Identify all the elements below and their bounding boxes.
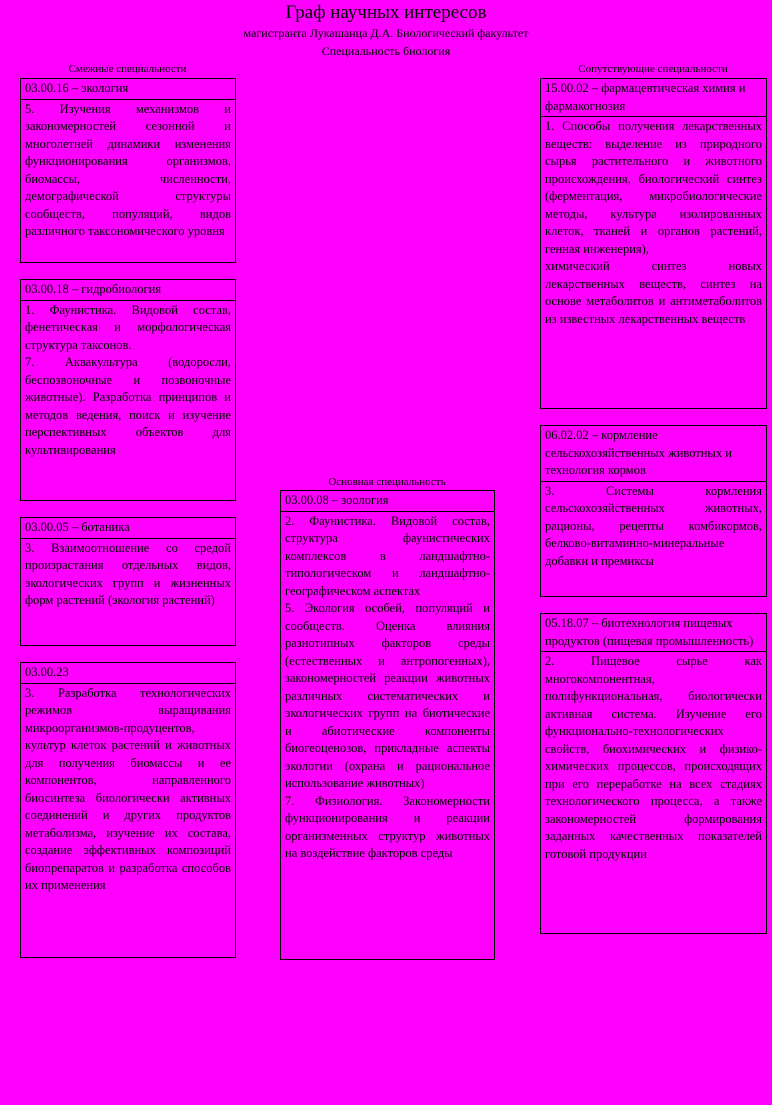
specialty-text: 3. Разработка технологических режимов выращивания микроорганизмов-продуцентов, культур клеток растений и животных для получения биомассы и ее компонентов, направленного биосинтеза биологически активных соединений и других продуктов метаболизма, изучение их состава, создание эффективных композиций биопрепаратов и разработка способов их применения	[25, 685, 231, 892]
group-label-main: Основная специальность	[328, 476, 446, 488]
specialty-box-botany	[20, 517, 236, 646]
specialty-box-pharma	[540, 78, 767, 409]
specialty-label: Специальность биология	[321, 44, 451, 58]
specialty-text: 3. Системы кормления сельскохозяйственных животных, рационы, рецепты комбикормов, белково-витаминно-минеральные добавки и премиксы	[545, 483, 762, 568]
specialty-box-hydrobiology	[20, 279, 236, 501]
specialty-text: 3. Взаимоотношение со средой произрастания отдельных видов, экологических групп и жизненных форм растений (экология растений)	[25, 540, 231, 607]
specialty-box-zoology	[280, 490, 495, 960]
specialty-code: 05.18.07 – биотехнология пищевых продуктов (пищевая промышленность)	[541, 614, 766, 652]
specialty-box-foodtech	[540, 613, 767, 934]
specialty-code: 03.00.18 – гидробиология	[21, 280, 235, 301]
group-label-accompanying: Сопутствующие специальности	[578, 63, 728, 75]
specialty-box-ecology	[20, 78, 236, 263]
specialty-code: 06.02.02 – кормление сельскохозяйственных животных и технология кормов	[541, 426, 766, 482]
page-title: Граф научных интересов	[285, 2, 487, 23]
specialty-code: 03.00.08 – зоология	[281, 491, 494, 512]
specialty-code: 03.00.05 – ботаника	[21, 518, 235, 539]
group-label-related: Смежные специальности	[68, 63, 187, 75]
specialty-box-biotech	[20, 662, 236, 958]
specialty-code: 15.00.02 – фармацевтическая химия и фармакогнозия	[541, 79, 766, 117]
specialty-box-feeding	[540, 425, 767, 597]
specialty-code: 03.00.16 – экология	[21, 79, 235, 100]
page-subtitle: магистранта Лукашанца Д.А. Биологический факультет	[243, 26, 529, 40]
specialty-text: 1. Способы получения лекарственных веществ: выделение из природного сырья растительного и животного происхождения, биологический синтез (ферментация, микробиологические методы, культура изолированных клеток, тканей и органов растений, генная инженерия), химический синтез новых лекарственных веществ, синтез на основе метаболитов и антиметаболитов из известных лекарственных веществ	[545, 119, 762, 326]
specialty-text: 1. Фаунистика. Видовой состав, фенетическая и морфологическая структура таксонов. 7. Аквакультура (водоросли, беспозвоночные и позвоночные животные). Разработка принципов и методов ведения, поиск и изучение перспективных объектов для культивирования	[25, 302, 231, 457]
specialty-text: 2. Фаунистика. Видовой состав, структура фаунистических комплексов в ландшафтно-типологическом и ландшафтно-географическом аспектах 5. Экология особей, популяций и сообществ. Оценка влияния разнотипных факторов среды (естественных и антропогенных), закономерностей реакции животных различных систематических и экологических групп на биотические и абиотические компоненты биогеоценозов, прикладные аспекты экологии (охрана и рациональное использование животных) 7. Физиология. Закономерности функционирования и реакции организменных структур животных на воздействие факторов среды	[285, 513, 490, 860]
specialty-text: 2. Пищевое сырье как многокомпонентная, полифункциональная, биологически активная система. Изучение его функционально-технологических свойств, биохимических и физико-химических процессов, происходящих при его переработке на всех стадиях технологического процесса, а также закономерностей формирования заданных качественных показателей готовой продукции	[545, 654, 762, 861]
specialty-code: 03.00.23	[21, 663, 235, 684]
specialty-text: 5. Изучения механизмов и закономерностей сезонной и многолетней динамики изменения функционирования организмов, биомассы, численности, демографической структуры сообществ, популяций, видов различного таксономического уровня	[25, 101, 231, 238]
